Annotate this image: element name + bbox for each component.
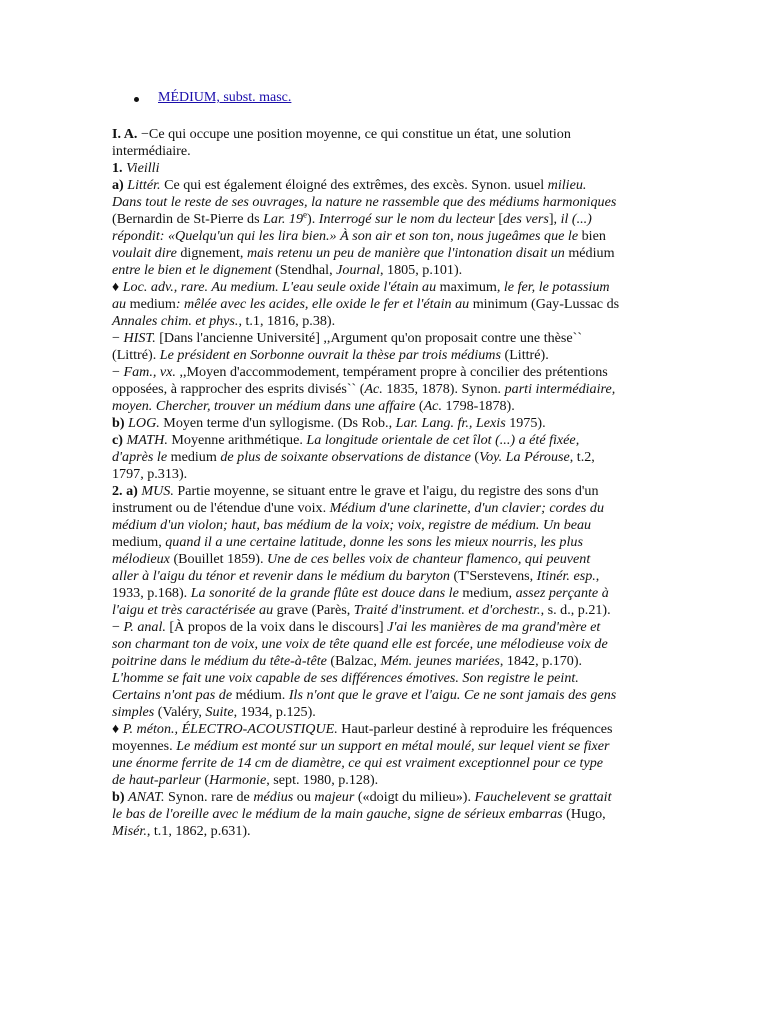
- text-run: (Stendhal,: [271, 262, 337, 278]
- text-run: HIST.: [123, 330, 156, 346]
- text-run: majeur: [314, 789, 355, 805]
- text-run: mélodieux: [112, 551, 170, 567]
- text-run: dignement,: [176, 245, 247, 261]
- text-run: medium,: [112, 534, 166, 550]
- text-run: Loc. adv., rare. Au medium. L'eau seule oxide l'étain au: [122, 279, 437, 295]
- text-run: 1933, p.168).: [112, 585, 191, 601]
- text-run: Fauchelevent se grattait: [474, 789, 612, 805]
- text-run: b): [112, 415, 129, 431]
- definition-line: [112, 704, 652, 721]
- text-run: quand il a une certaine latitude, donne les sons les mieux nourris, les plus: [165, 534, 583, 550]
- text-run: 1798-1878).: [441, 398, 515, 414]
- text-run: Misér.: [112, 823, 147, 839]
- definition-article: [112, 126, 652, 840]
- text-run: a): [112, 177, 128, 193]
- text-run: des vers: [503, 211, 549, 227]
- definition-line: [112, 143, 652, 160]
- text-run: Lar. 19: [263, 211, 304, 227]
- text-run: medium: [458, 585, 509, 601]
- definition-line: [112, 568, 652, 585]
- text-run: médium.: [232, 687, 289, 703]
- text-run: milieu.: [547, 177, 587, 193]
- text-run: Mém. jeunes mariées: [380, 653, 500, 669]
- text-run: −Ce qui occupe une position moyenne, ce qui constitue un état, une solution: [140, 126, 571, 142]
- text-run: entre le bien et le dignement: [112, 262, 272, 278]
- definition-line: [112, 687, 652, 704]
- text-run: , 1934, p.125).: [233, 704, 316, 720]
- text-run: de plus de soixante observations de distance: [220, 449, 471, 465]
- definition-line: [112, 551, 652, 568]
- text-run: Vieilli: [126, 160, 160, 176]
- text-run: moyen. Chercher, trouver un médium dans une affaire: [112, 398, 416, 414]
- text-run: Moyenne arithmétique.: [167, 432, 307, 448]
- text-run: Haut-parleur destiné à reproduire les fréquences: [337, 721, 613, 737]
- text-run: ,: [595, 568, 600, 584]
- definition-line: [112, 330, 652, 347]
- text-run: ).: [307, 211, 319, 227]
- text-run: simples: [112, 704, 155, 720]
- definition-line: [112, 381, 652, 398]
- definition-line: [112, 398, 652, 415]
- text-run: MUS.: [141, 483, 174, 499]
- definition-line: [112, 126, 652, 143]
- text-run: médius: [253, 789, 294, 805]
- text-run: Ac.: [423, 398, 442, 414]
- definition-line: [112, 755, 652, 772]
- text-run: Ac.: [364, 381, 383, 397]
- text-run: minimum (Gay-Lussac ds: [469, 296, 620, 312]
- text-run: , t.2,: [569, 449, 595, 465]
- text-run: mais retenu un peu de manière que l'intonation disait un: [246, 245, 565, 261]
- text-run: LOG.: [128, 415, 160, 431]
- text-run: Suite: [205, 704, 234, 720]
- text-run: bien: [578, 228, 606, 244]
- text-run: , t.1, 1862, p.631).: [146, 823, 251, 839]
- text-run: Harmonie: [209, 772, 267, 788]
- definition-line: [112, 262, 652, 279]
- text-run: opposées, à rapprocher des esprits divisés`` (: [112, 381, 365, 397]
- text-run: medium: [167, 449, 221, 465]
- definition-line: [112, 177, 652, 194]
- text-run: L'homme se fait une voix capable de ses différences émotives. Son registre le peint.: [112, 670, 579, 686]
- text-run: médium d'un violon; haut, bas médium de la voix; voix, registre de médium. Un beau: [112, 517, 592, 533]
- text-run: medium: [126, 296, 176, 312]
- text-run: Médium d'une clarinette, d'un clavier; cordes du: [329, 500, 605, 516]
- text-run: il (...): [560, 211, 592, 227]
- definition-line: [112, 738, 652, 755]
- text-run: 1797, p.313).: [112, 466, 188, 482]
- text-run: , 1805, p.101).: [379, 262, 463, 278]
- text-run: −: [112, 364, 124, 380]
- text-run: P. anal.: [123, 619, 166, 635]
- definition-line: [112, 194, 652, 211]
- text-run: Le médium est monté sur un support en métal moulé, sur lequel vient se fixer: [176, 738, 610, 754]
- text-run: La sonorité de la grande flûte est douce dans le: [190, 585, 459, 601]
- text-run: (Littré).: [112, 347, 160, 363]
- definition-line: [112, 245, 652, 262]
- text-run: 1.: [112, 160, 127, 176]
- text-run: son charmant ton de voix, une voix de tête quand elle est forcée, une mélodieuse voix de: [112, 636, 608, 652]
- definition-line: [112, 500, 652, 517]
- text-run: (Valéry,: [154, 704, 206, 720]
- definition-line: [112, 602, 652, 619]
- text-run: Dans tout le reste de ses ouvrages, la nature ne rassemble que des médiums harmoniques: [112, 194, 617, 210]
- definition-line: [112, 432, 652, 449]
- text-run: (Bouillet 1859).: [169, 551, 268, 567]
- text-run: (: [470, 449, 480, 465]
- text-run: : mêlée avec les acides, elle oxide le fer et l'étain au: [175, 296, 470, 312]
- definition-line: [112, 415, 652, 432]
- text-run: Synon. rare de: [164, 789, 254, 805]
- definition-line: [112, 721, 652, 738]
- text-run: Ils n'ont que le grave et l'aigu. Ce ne sont jamais des gens: [288, 687, 617, 703]
- text-run: (Bernardin de St-Pierre ds: [112, 211, 264, 227]
- definition-line: [112, 347, 652, 364]
- text-run: (: [200, 772, 210, 788]
- definition-line: [112, 653, 652, 670]
- text-run: l'aigu et très caractérisée au: [112, 602, 274, 618]
- text-run: ANAT.: [128, 789, 165, 805]
- text-run: Annales chim. et phys.: [112, 313, 239, 329]
- text-run: au: [112, 296, 127, 312]
- text-run: La longitude orientale de cet îlot (...) a été fixée,: [306, 432, 580, 448]
- text-run: ♦: [112, 721, 123, 737]
- text-run: aller à l'aigu du ténor et revenir dans le médium du baryton: [112, 568, 450, 584]
- text-run: [À propos de la voix dans le discours]: [165, 619, 388, 635]
- text-run: voulait dire: [112, 245, 177, 261]
- text-run: Ce qui est également éloigné des extrêmes, des excès. Synon. usuel: [160, 177, 548, 193]
- text-run: Certains n'ont pas de: [112, 687, 233, 703]
- text-run: , s. d., p.21).: [540, 602, 611, 618]
- definition-line: [112, 160, 652, 177]
- text-run: , t.1, 1816, p.38).: [238, 313, 336, 329]
- text-run: , 1842, p.170).: [499, 653, 583, 669]
- definition-line: [112, 534, 652, 551]
- entry-list: [112, 90, 291, 106]
- text-run: ],: [548, 211, 561, 227]
- text-run: (T'Serstevens,: [449, 568, 537, 584]
- text-run: 1975).: [505, 415, 546, 431]
- text-run: maximum: [436, 279, 497, 295]
- definition-line: [112, 313, 652, 330]
- definition-line: [112, 585, 652, 602]
- text-run: −: [112, 619, 124, 635]
- text-run: Lar. Lang. fr., Lexis: [395, 415, 506, 431]
- text-run: une énorme ferrite de 14 cm de diamètre, ce qui est vraiment exceptionnel pour ce type: [112, 755, 604, 771]
- text-run: Littér.: [127, 177, 161, 193]
- text-run: parti intermédiaire,: [504, 381, 616, 397]
- text-run: médium: [564, 245, 615, 261]
- definition-line: [112, 228, 652, 245]
- text-run: (: [415, 398, 424, 414]
- text-run: le bas de l'oreille avec le médium de la main gauche, signe de sérieux embarras: [112, 806, 563, 822]
- text-run: Fam., vx.: [123, 364, 176, 380]
- definition-line: [112, 296, 652, 313]
- text-run: Journal: [336, 262, 380, 278]
- text-run: («doigt du milieu»).: [354, 789, 475, 805]
- text-run: b): [112, 789, 129, 805]
- text-run: ♦: [112, 279, 123, 295]
- text-run: grave (Parès,: [273, 602, 354, 618]
- definition-line: [112, 789, 652, 806]
- text-run: répondit: «Quelqu'un qui les lira bien.» À son air et son ton, nous jugeâmes que le: [112, 228, 579, 244]
- text-run: instrument ou de l'étendue d'une voix.: [112, 500, 330, 516]
- text-run: P. méton., ÉLECTRO-ACOUSTIQUE.: [122, 721, 338, 737]
- text-run: J'ai les manières de ma grand'mère et: [387, 619, 601, 635]
- text-run: ,,Moyen d'accommodement, tempérament propre à concilier des prétentions: [175, 364, 608, 380]
- text-run: e: [303, 209, 308, 220]
- text-run: (Hugo,: [562, 806, 606, 822]
- definition-line: [112, 466, 652, 483]
- text-run: Traité d'instrument. et d'orchestr.: [353, 602, 541, 618]
- text-run: 2. a): [112, 483, 142, 499]
- text-run: Moyen terme d'un syllogisme. (Ds Rob.,: [159, 415, 396, 431]
- definition-line: [112, 449, 652, 466]
- definition-line: [112, 279, 652, 296]
- text-run: −: [112, 330, 124, 346]
- text-run: [Dans l'ancienne Université] ,,Argument qu'on proposait contre une thèse``: [155, 330, 583, 346]
- definition-line: [112, 772, 652, 789]
- text-run: Voy. La Pérouse: [479, 449, 570, 465]
- text-run: Interrogé sur le nom du lecteur: [318, 211, 495, 227]
- text-run: ou: [293, 789, 315, 805]
- definition-line: [112, 806, 652, 823]
- text-run: moyennes.: [112, 738, 177, 754]
- text-run: , le fer, le potassium: [496, 279, 610, 295]
- text-run: Itinér. esp.: [536, 568, 596, 584]
- text-run: Partie moyenne, se situant entre le grave et l'aigu, du registre des sons d'un: [173, 483, 599, 499]
- text-run: , sept. 1980, p.128).: [266, 772, 379, 788]
- definition-line: [112, 619, 652, 636]
- definition-line: [112, 517, 652, 534]
- definition-line: [112, 211, 652, 228]
- text-run: [: [494, 211, 504, 227]
- text-run: Une de ces belles voix de chanteur flamenco, qui peuvent: [267, 551, 591, 567]
- definition-line: [112, 670, 652, 687]
- text-run: Le président en Sorbonne ouvrait la thèse par trois médiums: [159, 347, 501, 363]
- text-run: de haut-parleur: [112, 772, 201, 788]
- text-run: 1835, 1878). Synon.: [382, 381, 505, 397]
- text-run: d'après le: [112, 449, 168, 465]
- definition-line: [112, 483, 652, 500]
- entry-list-item: [112, 90, 291, 106]
- text-run: I. A.: [112, 126, 141, 142]
- definition-line: [112, 636, 652, 653]
- text-run: (Littré).: [500, 347, 549, 363]
- definition-line: [112, 823, 652, 840]
- text-run: c): [112, 432, 127, 448]
- text-run: MATH.: [126, 432, 168, 448]
- definition-line: [112, 364, 652, 381]
- headword-link[interactable]: MÉDIUM, subst. masc.: [158, 90, 292, 105]
- text-run: , assez perçante à: [508, 585, 609, 601]
- text-run: (Balzac,: [326, 653, 381, 669]
- text-run: poitrine dans le médium du tête-à-tête: [112, 653, 327, 669]
- text-run: intermédiaire.: [112, 143, 191, 159]
